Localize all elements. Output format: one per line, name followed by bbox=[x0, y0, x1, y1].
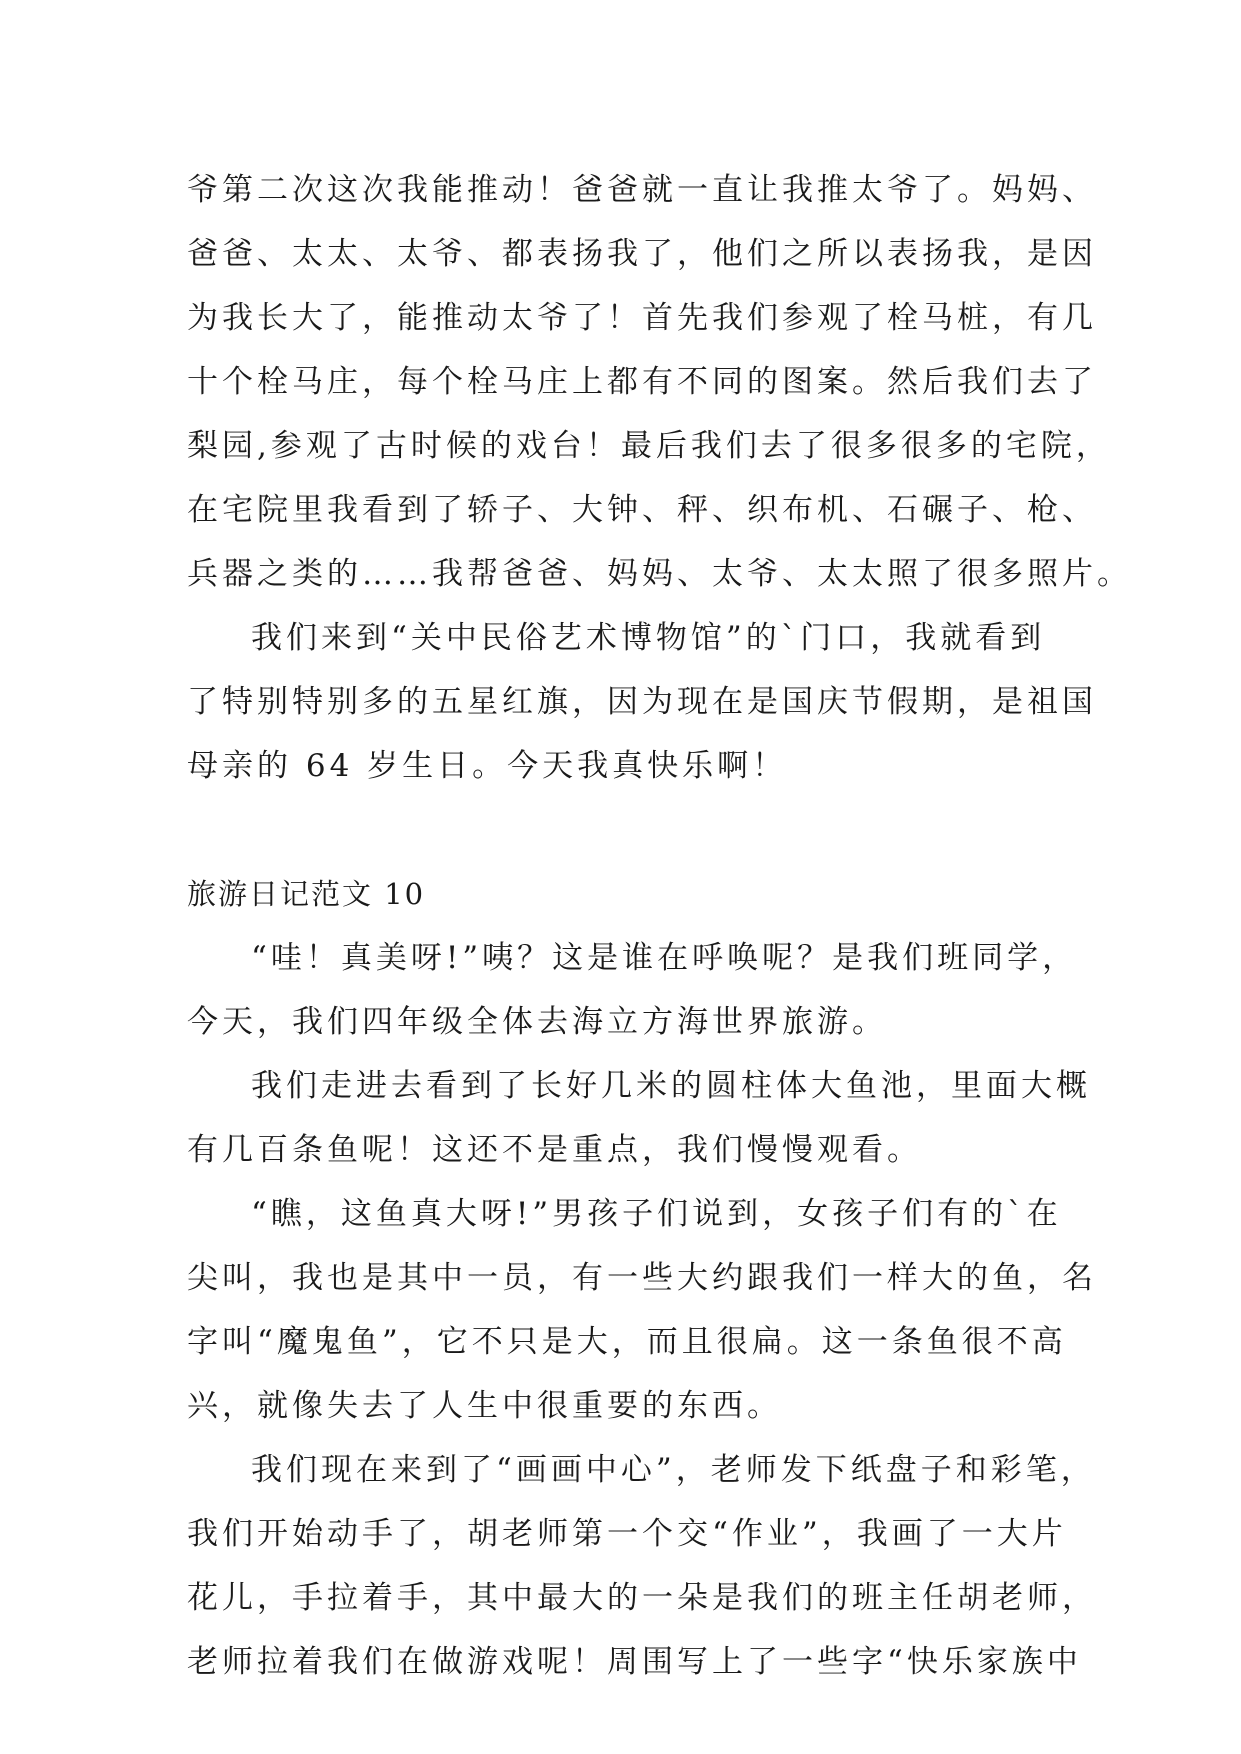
paragraph-continued bbox=[187, 158, 1132, 606]
text-line: 我们开始动手了，胡老师第一个交“作业”，我画了一大片 bbox=[187, 1516, 1067, 1552]
text-line: 爸爸、太太、太爷、都表扬我了，他们之所以表扬我，是因 bbox=[187, 236, 1097, 272]
text-line: 了特别特别多的五星红旗，因为现在是国庆节假期，是祖国 bbox=[187, 684, 1097, 720]
text-line: 我们来到“关中民俗艺术博物馆”的`门口，我就看到 bbox=[251, 620, 1046, 656]
text-line: 我们现在来到了“画画中心”，老师发下纸盘子和彩笔， bbox=[251, 1452, 1096, 1488]
text-line: 有几百条鱼呢！这还不是重点，我们慢慢观看。 bbox=[187, 1132, 922, 1168]
section-gap bbox=[187, 798, 1067, 862]
text-line: 在宅院里我看到了轿子、大钟、秤、织布机、石碾子、枪、 bbox=[187, 492, 1097, 528]
text-line: 爷第二次这次我能推动！爸爸就一直让我推太爷了。妈妈、 bbox=[187, 172, 1097, 208]
text-line: 梨园,参观了古时候的戏台！最后我们去了很多很多的宅院， bbox=[187, 428, 1111, 464]
text-line: 老师拉着我们在做游戏呢！周围写上了一些字“快乐家族中 bbox=[187, 1644, 1082, 1680]
text-line: 字叫“魔鬼鱼”，它不只是大，而且很扁。这一条鱼很不高 bbox=[187, 1324, 1067, 1360]
paragraph-1 bbox=[187, 926, 1078, 1054]
text-line: 我们走进去看到了长好几米的圆柱体大鱼池，里面大概 bbox=[251, 1068, 1091, 1104]
text-line: 兴，就像失去了人生中很重要的东西。 bbox=[187, 1388, 782, 1424]
document-body bbox=[187, 158, 1132, 1694]
text-line: 为我长大了，能推动太爷了！首先我们参观了栓马桩，有几 bbox=[187, 300, 1097, 336]
paragraph-2 bbox=[187, 1054, 1091, 1182]
text-line: 今天，我们四年级全体去海立方海世界旅游。 bbox=[187, 1004, 887, 1040]
text-line: 母亲的 64 岁生日。今天我真快乐啊！ bbox=[187, 748, 788, 784]
text-line: “哇！真美呀!”咦？这是谁在呼唤呢？是我们班同学， bbox=[251, 940, 1078, 976]
section-heading: 旅游日记范文 10 bbox=[187, 877, 426, 911]
text-line: 十个栓马庄，每个栓马庄上都有不同的图案。然后我们去了 bbox=[187, 364, 1097, 400]
paragraph-3 bbox=[187, 1182, 1097, 1438]
text-line: 花儿，手拉着手，其中最大的一朵是我们的班主任胡老师， bbox=[187, 1580, 1097, 1616]
text-line: 兵器之类的……我帮爸爸、妈妈、太爷、太太照了很多照片。 bbox=[187, 556, 1132, 592]
paragraph-museum-gate bbox=[187, 606, 1097, 798]
text-line: “瞧，这鱼真大呀!”男孩子们说到，女孩子们有的`在 bbox=[251, 1196, 1062, 1232]
text-line: 尖叫，我也是其中一员，有一些大约跟我们一样大的鱼，名 bbox=[187, 1260, 1097, 1296]
paragraph-4 bbox=[187, 1438, 1097, 1694]
